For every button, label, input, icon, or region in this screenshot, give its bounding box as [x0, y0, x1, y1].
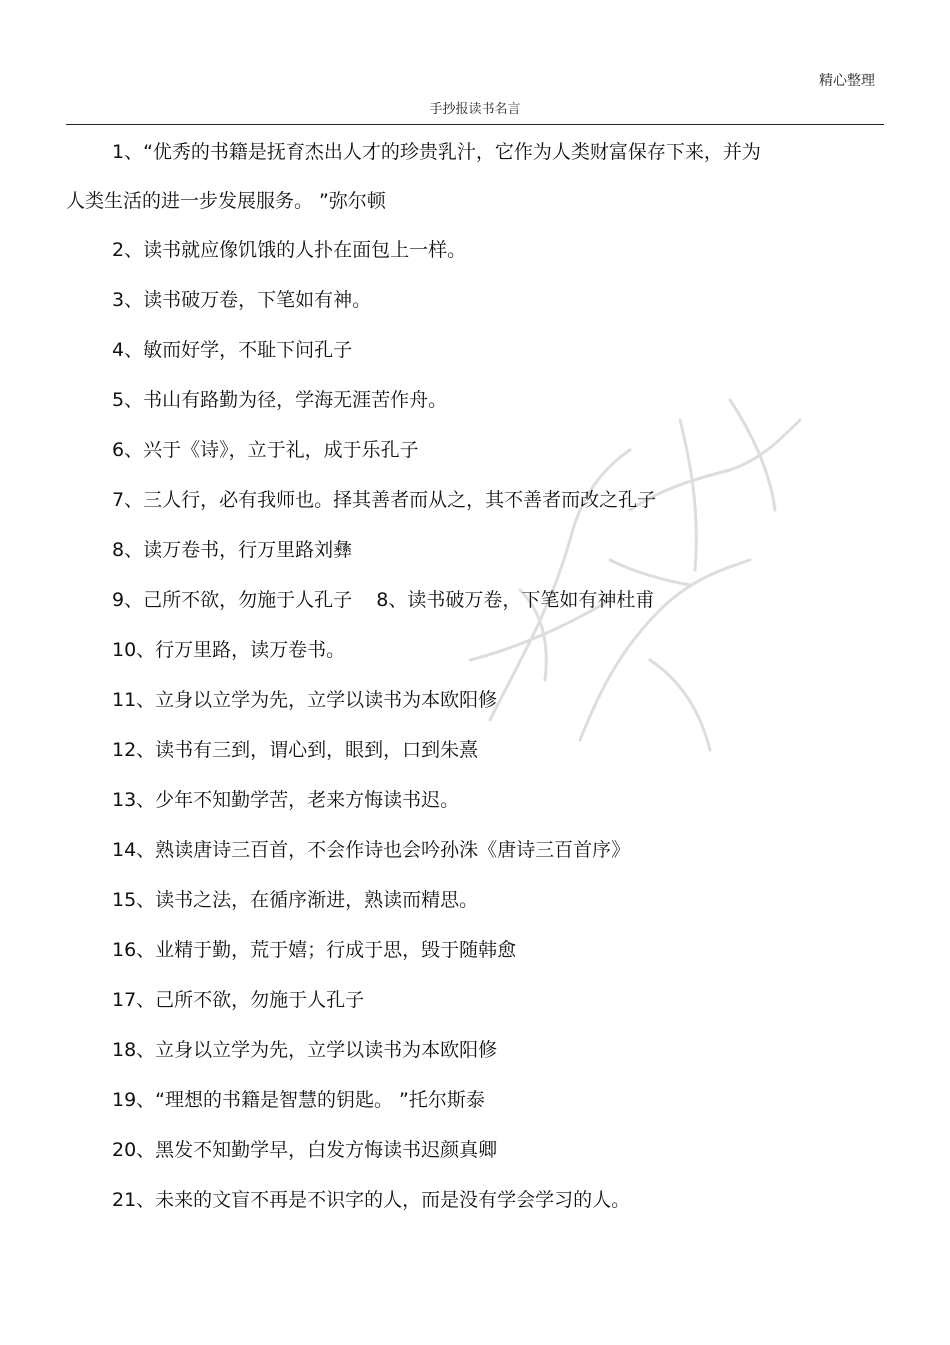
quote-item: 17、己所不欲，勿施于人孔子: [112, 989, 365, 1011]
quote-item: 5、书山有路勤为径，学海无涯苦作舟。: [112, 389, 448, 411]
quote-item: 20、黑发不知勤学早，白发方悔读书迟颜真卿: [112, 1139, 498, 1161]
quote-item: 18、立身以立学为先，立学以读书为本欧阳修: [112, 1039, 498, 1061]
quote-item: 15、读书之法，在循序渐进，熟读而精思。: [112, 889, 479, 911]
quote-item: 2、读书就应像饥饿的人扑在面包上一样。: [112, 239, 467, 261]
quote-line-continued: 人类生活的进一步发展服务。 ”弥尔顿: [66, 190, 386, 212]
calligraphy-watermark: [430, 360, 830, 780]
quote-item: 19、“理想的书籍是智慧的钥匙。 ”托尔斯泰: [112, 1089, 485, 1111]
quote-item: 9、己所不欲，勿施于人孔子 8、读书破万卷，下笔如有神杜甫: [112, 589, 655, 611]
header-divider: [66, 124, 884, 125]
quote-item: 10、行万里路，读万卷书。: [112, 639, 346, 661]
quote-item: 6、兴于《诗》，立于礼，成于乐孔子: [112, 439, 419, 461]
quote-item: 11、立身以立学为先，立学以读书为本欧阳修: [112, 689, 498, 711]
quote-item: 16、业精于勤，荒于嬉；行成于思，毁于随韩愈: [112, 939, 517, 961]
quote-item-1: [66, 140, 852, 214]
quote-item: 21、未来的文盲不再是不识字的人，而是没有学会学习的人。: [112, 1189, 631, 1211]
quote-item: 13、少年不知勤学苦，老来方悔读书迟。: [112, 789, 460, 811]
quote-item: 3、读书破万卷，下笔如有神。: [112, 289, 372, 311]
quote-line: 1、“优秀的书籍是抚育杰出人才的珍贵乳汁，它作为人类财富保存下来，并为: [112, 141, 761, 163]
quote-item: 4、敏而好学，不耻下问孔子: [112, 339, 353, 361]
quote-item: 12、读书有三到，谓心到，眼到，口到朱熹: [112, 739, 479, 761]
quote-item: 14、熟读唐诗三百首，不会作诗也会吟孙洙《唐诗三百首序》: [112, 839, 631, 861]
quote-item: 8、读万卷书，行万里路刘彝: [112, 539, 353, 561]
quote-item: 7、三人行，必有我师也。择其善者而从之，其不善者而改之孔子: [112, 489, 657, 511]
corner-label: 精心整理: [819, 73, 875, 89]
page-title: 手抄报读书名言: [429, 102, 521, 117]
